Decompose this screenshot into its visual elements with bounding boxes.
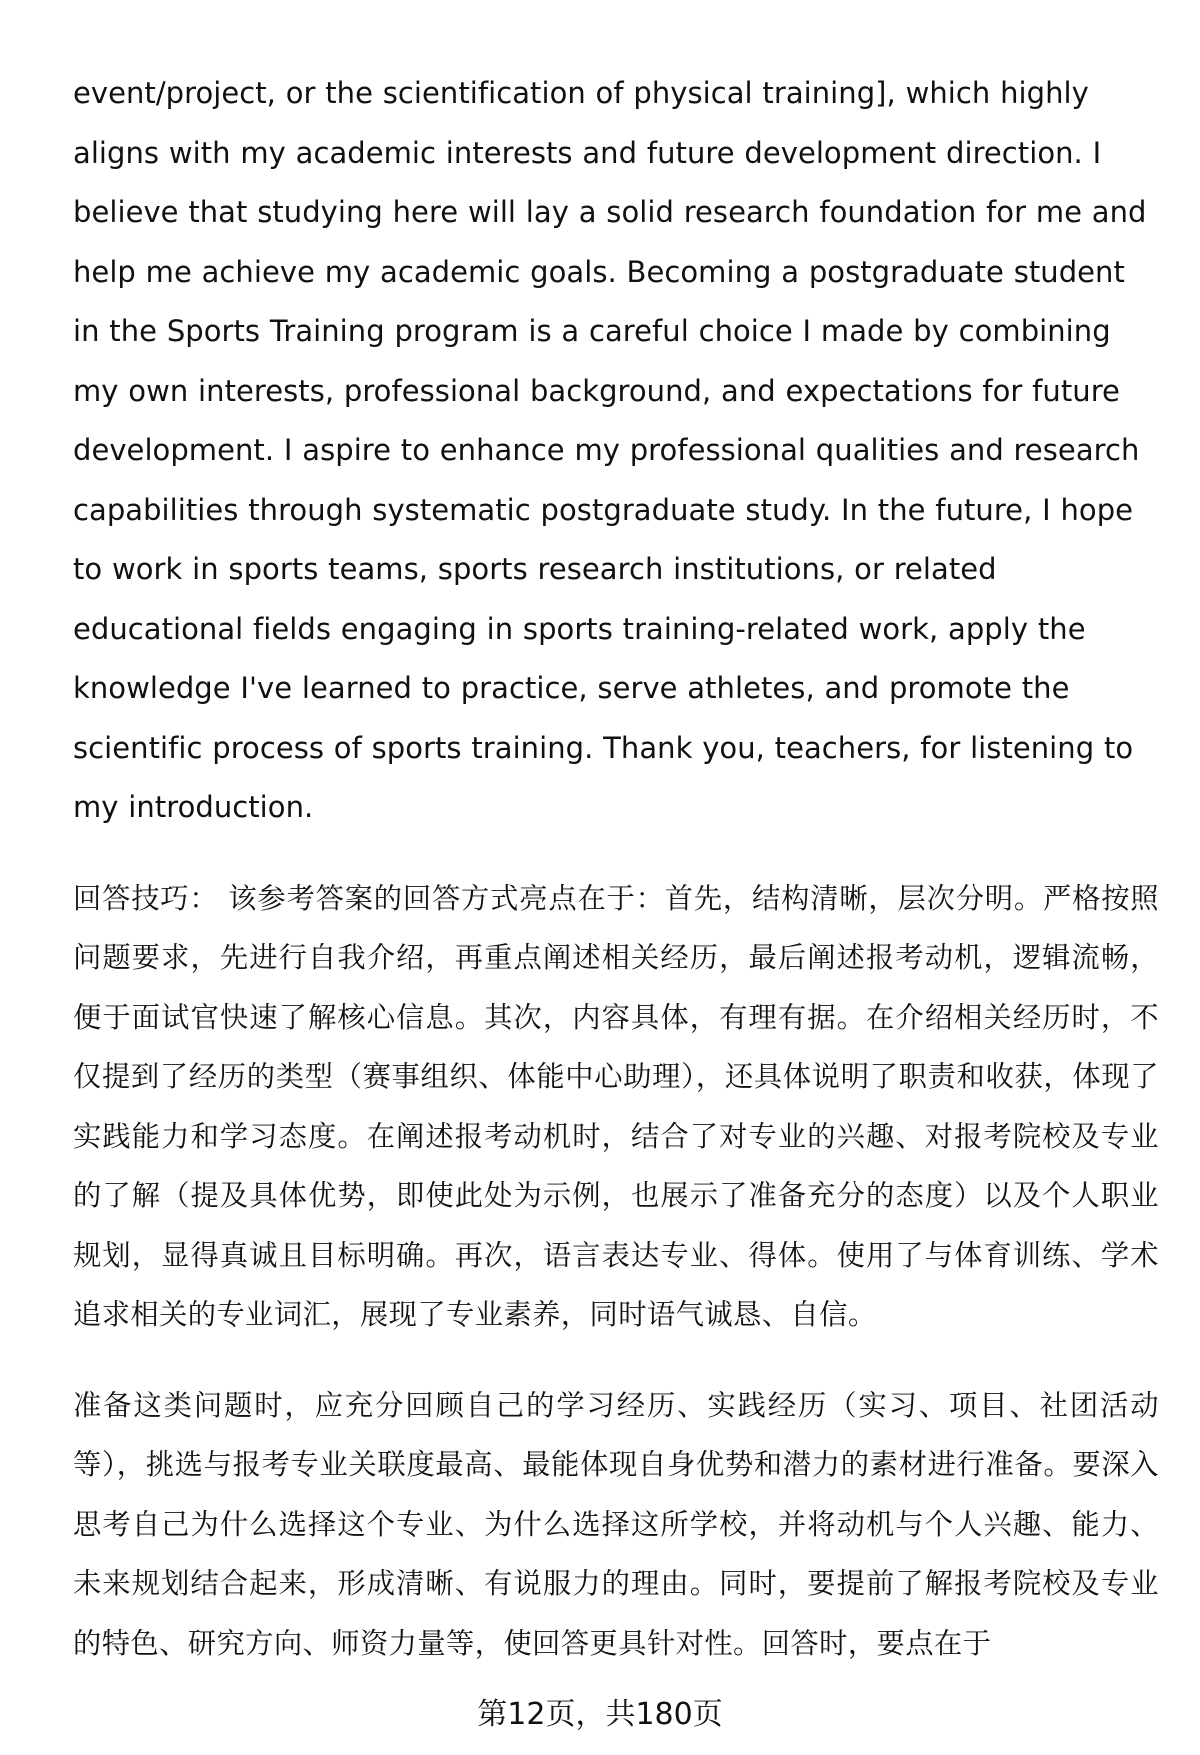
document-body <box>73 64 1159 1673</box>
paragraph-spacer <box>73 838 1159 869</box>
preparation-advice-paragraph: 准备这类问题时，应充分回顾自己的学习经历、实践经历（实习、项目、社团活动等），挑选与报考专业关联度最高、最能体现自身优势和潜力的素材进行准备。要深入思考自己为什么选择这个专业、为什么选择这所学校，并将动机与个人兴趣、能力、未来规划结合起来，形成清晰、有说服力的理由。同时，要提前了解报考院校及专业的特色、研究方向、师资力量等，使回答更具针对性。回答时，要点在于 <box>73 1388 1159 1660</box>
answer-tips-paragraph: 回答技巧： 该参考答案的回答方式亮点在于：首先，结构清晰，层次分明。严格按照问题要求，先进行自我介绍，再重点阐述相关经历，最后阐述报考动机，逻辑流畅，便于面试官快速了解核心信息。其次，内容具体，有理有据。在介绍相关经历时，不仅提到了经历的类型（赛事组织、体能中心助理），还具体说明了职责和收获，体现了实践能力和学习态度。在阐述报考动机时，结合了对专业的兴趣、对报考院校及专业的了解（提及具体优势，即使此处为示例，也展示了准备充分的态度）以及个人职业规划，显得真诚且目标明确。再次，语言表达专业、得体。使用了与体育训练、学术追求相关的专业词汇，展现了专业素养，同时语气诚恳、自信。 <box>73 881 1159 1331</box>
paragraph-spacer <box>73 1345 1159 1376</box>
page-number-footer: 第12页，共180页 <box>477 1697 723 1732</box>
english-introduction-paragraph: event/project, or the scientification of physical training], which highly aligns with my academic interests and future development direction. I believe that studying here will lay a solid research foundation for me and help me achieve my academic goals. Becoming a postgraduate student in the Sports Training program is a careful choice I made by combining my own interests, professional background, and expectations for future development. I aspire to enhance my professional qualities and research capabilities through systematic postgraduate study. In the future, I hope to work in sports teams, sports research institutions, or related educational fields engaging in sports training-related work, apply the knowledge I've learned to practice, serve athletes, and promote the scientific process of sports training. Thank you, teachers, for listening to my introduction. <box>73 76 1147 824</box>
